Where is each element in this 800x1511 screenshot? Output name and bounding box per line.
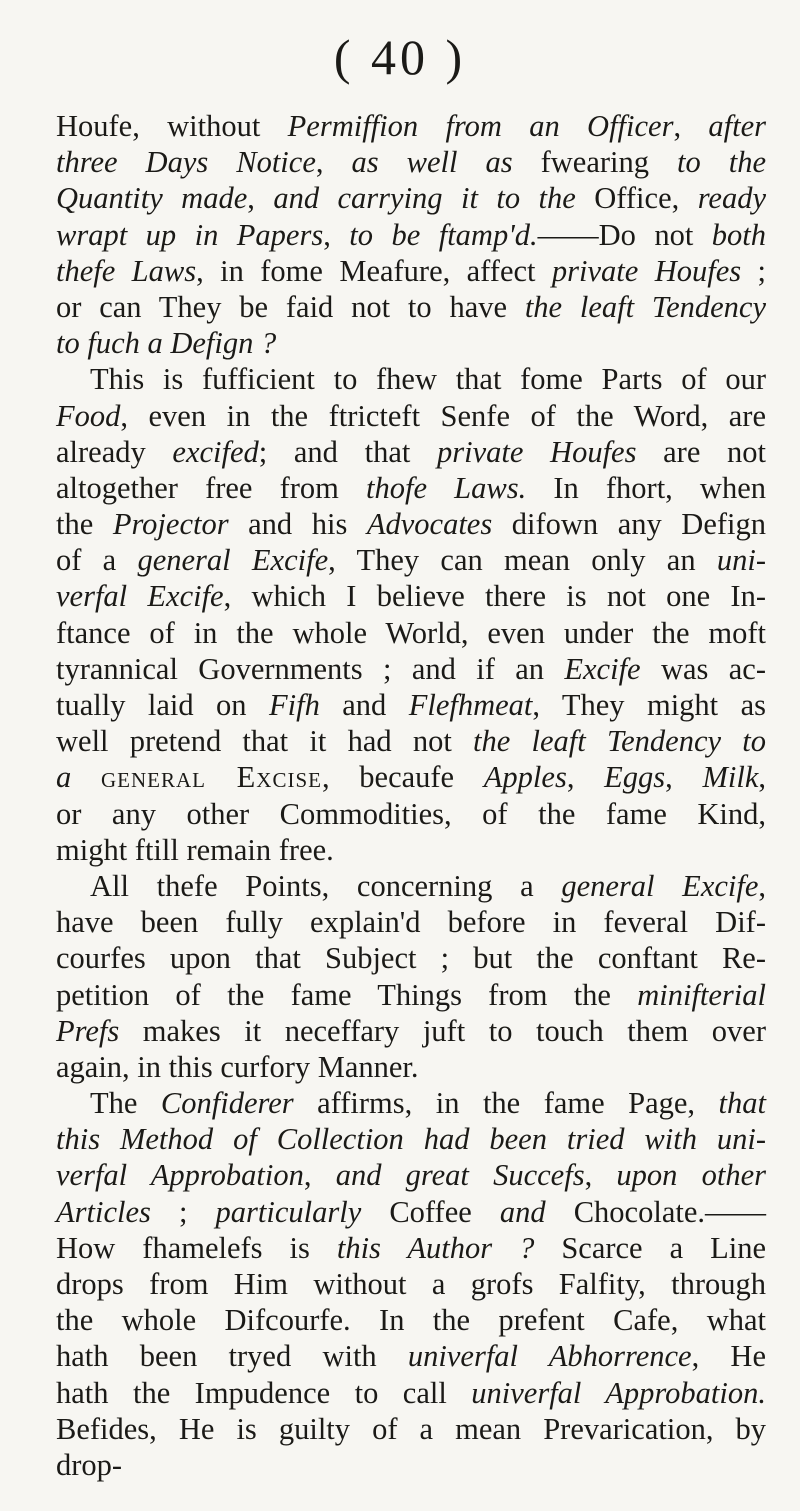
text-run: , xyxy=(323,217,350,252)
text-line xyxy=(56,977,766,1013)
italic-run: Permiffion from an Officer xyxy=(287,109,674,143)
body-text xyxy=(56,108,766,1483)
italic-run: and xyxy=(499,1194,546,1229)
text-run: , xyxy=(315,145,352,180)
italic-run: ready xyxy=(697,181,766,216)
small-caps-run: general Excise xyxy=(100,760,322,795)
text-line xyxy=(56,217,766,253)
italic-run: Advocates xyxy=(366,507,493,542)
text-line xyxy=(56,361,766,397)
text-run: , He xyxy=(691,1339,766,1374)
text-line xyxy=(56,759,766,795)
italic-run: Excife xyxy=(564,651,641,686)
text-run: The xyxy=(90,1086,161,1121)
text-run: are not xyxy=(636,434,766,469)
text-run: of a xyxy=(56,543,138,578)
italic-run: Quantity made xyxy=(56,181,248,216)
italic-run: private Houfes xyxy=(437,434,637,469)
italic-run: Food xyxy=(56,398,121,433)
text-run: , They might as xyxy=(532,688,766,722)
text-run: hath been tryed with xyxy=(56,1339,408,1374)
italic-run: and carrying it to the xyxy=(273,181,576,216)
text-line xyxy=(56,325,766,361)
text-line xyxy=(56,434,766,470)
italic-run: general Excife xyxy=(137,543,329,578)
text-run: ——Do not xyxy=(537,217,712,252)
text-run: courfes upon that Subject ; but the conftant Re- xyxy=(56,941,766,976)
text-run: have been fully explain'd before in feveral Dif- xyxy=(56,905,766,940)
text-run: petition of the fame Things from the xyxy=(56,977,638,1012)
text-run: How fhamelefs is xyxy=(56,1230,337,1265)
text-run: tually laid on xyxy=(56,688,269,722)
text-line xyxy=(56,470,766,506)
italic-run: Flefhmeat xyxy=(408,688,533,722)
italic-run: the leaft Tendency xyxy=(524,289,766,324)
italic-run: that xyxy=(718,1086,766,1121)
text-line xyxy=(56,144,766,180)
italic-run: general Excife xyxy=(561,868,759,903)
text-run: was ac- xyxy=(640,651,766,686)
italic-run: Prefs xyxy=(56,1013,120,1048)
text-run: and xyxy=(319,688,409,722)
italic-run: to be ftamp'd. xyxy=(349,217,538,252)
text-run: affirms, in the fame Page, xyxy=(293,1086,719,1121)
text-line xyxy=(56,578,766,614)
italic-run: particularly xyxy=(215,1194,362,1229)
italic-run: to the xyxy=(677,145,766,180)
italic-run: private Houfes xyxy=(551,253,742,288)
text-run: , even in the ftricteft Senfe of the Word, are xyxy=(120,398,766,433)
text-line xyxy=(56,398,766,434)
text-run: , xyxy=(303,1158,336,1193)
text-run: Scarce a Line xyxy=(534,1230,766,1265)
text-line xyxy=(56,1302,766,1338)
text-run: or can They be faid not to have xyxy=(56,289,525,324)
text-run: ; xyxy=(741,253,766,288)
text-line xyxy=(56,180,766,216)
text-line xyxy=(56,832,766,868)
italic-run: three Days Notice xyxy=(56,145,316,180)
italic-run: wrapt up in Papers xyxy=(56,217,324,252)
text-run: again, in this curfory Manner. xyxy=(56,1049,419,1084)
text-line xyxy=(56,723,766,759)
text-line xyxy=(56,253,766,289)
text-run: Office, xyxy=(575,181,698,216)
text-run: In fhort, when xyxy=(526,470,766,505)
italic-run: this Author ? xyxy=(336,1230,535,1265)
text-line xyxy=(56,1085,766,1121)
italic-run: after xyxy=(708,109,766,143)
italic-run: excifed xyxy=(172,434,259,469)
text-run: ; and that xyxy=(258,434,437,469)
italic-run: univerfal Abhorrence xyxy=(407,1339,692,1374)
text-run: might ftill remain free. xyxy=(56,832,334,867)
text-run: fwearing xyxy=(512,145,677,180)
text-run: hath the Impudence to call xyxy=(56,1375,472,1410)
text-run: , xyxy=(673,109,709,143)
text-run: , which I believe there is not one In- xyxy=(223,579,766,614)
text-line xyxy=(56,1194,766,1230)
text-line xyxy=(56,868,766,904)
text-run: ftance of in the whole World, even under the moft xyxy=(56,615,766,650)
text-run: difown any Defign xyxy=(492,507,766,542)
text-line xyxy=(56,542,766,578)
text-run: Houfe, without xyxy=(56,109,288,143)
italic-run: Eggs xyxy=(604,760,666,795)
italic-run: minifterial xyxy=(637,977,766,1012)
text-run: This is fufficient to fhew that fome Parts of our xyxy=(90,362,766,397)
text-line xyxy=(56,687,766,723)
text-run: makes it neceffary juft to touch them over xyxy=(119,1013,766,1048)
italic-run: univerfal Approbation. xyxy=(471,1375,766,1410)
text-run: , xyxy=(584,1158,617,1193)
italic-run: and great Succefs xyxy=(335,1158,585,1193)
text-line xyxy=(56,1049,766,1085)
italic-run: Projector xyxy=(112,507,229,542)
text-line xyxy=(56,1338,766,1374)
text-run: , They can mean only an xyxy=(328,543,717,578)
text-run: , xyxy=(758,868,767,903)
text-run: , in fome Meafure, affect xyxy=(196,253,552,288)
text-line xyxy=(56,615,766,651)
text-run: altogether free from xyxy=(56,470,367,505)
italic-run: to fuch a Defign ? xyxy=(56,326,277,361)
text-line xyxy=(56,1411,766,1447)
italic-run: Fifh xyxy=(268,688,320,722)
text-run: and his xyxy=(228,507,367,542)
text-line xyxy=(56,1266,766,1302)
text-run: the xyxy=(56,507,113,542)
text-line xyxy=(56,1375,766,1411)
text-run: Coffee xyxy=(361,1194,500,1229)
text-run: well pretend that it had not xyxy=(56,724,474,759)
text-run: , xyxy=(758,760,766,795)
italic-run: both xyxy=(711,217,767,252)
text-line xyxy=(56,108,766,144)
text-line xyxy=(56,1157,766,1193)
text-run: the whole Difcourfe. In the prefent Cafe, what xyxy=(56,1303,766,1338)
text-run: , xyxy=(665,760,703,795)
text-run xyxy=(71,760,101,794)
italic-run: Articles xyxy=(56,1194,151,1229)
text-run: or any other Commodities, of the fame Kind, xyxy=(56,796,766,831)
text-run: , xyxy=(247,181,274,216)
text-line xyxy=(56,1230,766,1266)
text-run: , becaufe xyxy=(321,760,484,795)
italic-run: upon other xyxy=(616,1158,766,1193)
text-line xyxy=(56,651,766,687)
text-line xyxy=(56,1013,766,1049)
italic-run: thofe Laws. xyxy=(366,470,527,505)
italic-run: uni- xyxy=(716,543,766,578)
text-run: already xyxy=(56,434,173,469)
text-run: , xyxy=(566,760,605,795)
text-run: tyrannical Governments ; and if an xyxy=(56,651,565,686)
italic-run: this Method of Collection had been tried with uni- xyxy=(56,1122,766,1157)
text-line xyxy=(56,796,766,832)
italic-run: Apples xyxy=(483,760,567,795)
text-line xyxy=(56,904,766,940)
text-line xyxy=(56,940,766,976)
text-line xyxy=(56,289,766,325)
text-run: ; xyxy=(150,1194,216,1229)
italic-run: Milk xyxy=(702,760,759,795)
text-line xyxy=(56,1121,766,1157)
page-number: ( 40 ) xyxy=(333,29,467,85)
italic-run: verfal Excife xyxy=(56,579,224,614)
text-run: Chocolate.—— xyxy=(545,1194,766,1229)
italic-run: Confiderer xyxy=(160,1086,294,1121)
italic-run: the leaft Tendency to xyxy=(473,724,766,759)
italic-run: as well as xyxy=(351,145,513,180)
italic-run: thefe Laws xyxy=(56,253,197,288)
text-run: All thefe Points, concerning a xyxy=(90,868,562,903)
italic-run: a xyxy=(56,760,72,795)
text-line xyxy=(56,506,766,542)
italic-run: verfal Approbation xyxy=(56,1158,304,1193)
catchword: drop- xyxy=(56,1447,123,1482)
text-run: drops from Him without a grofs Falfity, through xyxy=(56,1267,766,1301)
text-run: Befides, He is guilty of a mean Prevarication, by xyxy=(56,1411,766,1446)
